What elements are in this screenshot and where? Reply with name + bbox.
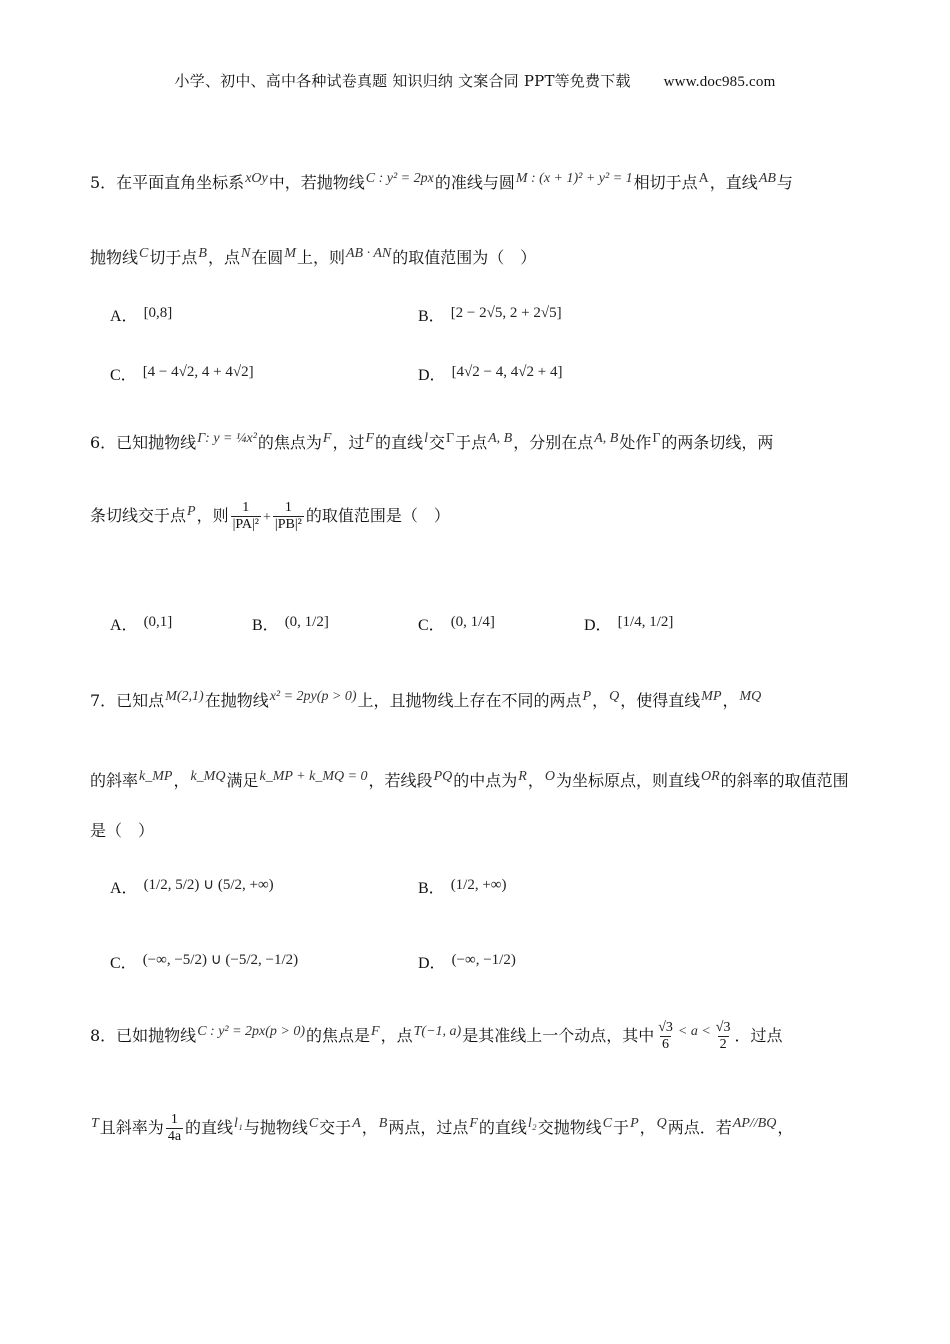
text: ．过点 xyxy=(734,1026,783,1045)
fraction-sqrt3-6 xyxy=(656,1020,675,1053)
q5-option-b[interactable] xyxy=(418,303,562,326)
option-value: [2 − 2√5, 2 + 2√5] xyxy=(450,305,562,321)
math: MQ xyxy=(739,689,762,704)
text: 两点．若 xyxy=(667,1118,732,1137)
math: A xyxy=(698,171,709,186)
q7-option-a[interactable] xyxy=(110,875,274,898)
text: 的直线 xyxy=(375,433,424,452)
text: 在圆 xyxy=(251,248,284,267)
plus-sign: + xyxy=(263,510,271,525)
q6-option-d[interactable] xyxy=(584,612,673,635)
text: 于点 xyxy=(455,433,488,452)
text: 的斜率的取值范围 xyxy=(720,771,849,790)
fraction-pa xyxy=(231,500,261,533)
option-label: D． xyxy=(418,367,446,384)
math: C xyxy=(602,1116,613,1131)
text: 条切线交于点 xyxy=(90,506,187,525)
text: 且斜率为 xyxy=(99,1118,164,1137)
option-value: (0,1] xyxy=(143,614,173,630)
text: 交于 xyxy=(319,1118,352,1137)
text: 的焦点为 xyxy=(257,433,322,452)
q6-option-b[interactable] xyxy=(252,612,329,635)
q7-option-b[interactable] xyxy=(418,875,507,898)
text: 的直线 xyxy=(478,1118,527,1137)
option-label: A． xyxy=(110,308,138,325)
math: T xyxy=(91,1116,99,1131)
q8-line1 xyxy=(90,1020,783,1053)
option-value: (−∞, −1/2) xyxy=(451,952,516,968)
text: ，点 xyxy=(207,248,240,267)
text: ， xyxy=(639,1118,656,1137)
math: l₁ xyxy=(234,1116,243,1131)
option-label: B． xyxy=(418,880,445,897)
fraction-pb xyxy=(273,500,304,533)
text: ， xyxy=(722,691,739,710)
text: ， xyxy=(361,1118,378,1137)
math: Γ xyxy=(652,431,661,446)
math: Q xyxy=(609,689,620,704)
text: 的直线 xyxy=(185,1118,234,1137)
q7-line1 xyxy=(90,688,762,711)
option-value: [1/4, 1/2] xyxy=(617,614,674,630)
math: Γ: y = ¼x² xyxy=(197,431,257,446)
math: R xyxy=(518,769,527,784)
q7-option-d[interactable] xyxy=(418,950,516,973)
math: OR xyxy=(700,769,720,784)
header-url[interactable]: www.doc985.com xyxy=(663,74,776,90)
math: MP xyxy=(701,689,722,704)
option-label: B． xyxy=(252,617,279,634)
text: 的中点为 xyxy=(453,771,518,790)
math: k_MQ xyxy=(190,769,226,784)
text: 上，则 xyxy=(296,248,345,267)
q6-option-c[interactable] xyxy=(418,612,495,635)
text: 于 xyxy=(613,1118,630,1137)
text: 切于点 xyxy=(149,248,198,267)
q5-option-a[interactable] xyxy=(110,303,172,326)
option-value: (−∞, −5/2) ∪ (−5/2, −1/2) xyxy=(142,952,299,968)
math: A xyxy=(352,1116,361,1131)
q6-line1 xyxy=(90,430,773,453)
text: ，过 xyxy=(332,433,365,452)
math: Q xyxy=(656,1116,667,1131)
fraction-slope xyxy=(166,1112,183,1145)
text: 交抛物线 xyxy=(537,1118,602,1137)
text: 的取值范围为（ ） xyxy=(392,248,537,267)
option-value: (1/2, 5/2) ∪ (5/2, +∞) xyxy=(143,877,274,893)
q7-line3 xyxy=(90,818,154,841)
text: 的焦点是 xyxy=(306,1026,371,1045)
math: P xyxy=(187,504,196,519)
math: O xyxy=(544,769,555,784)
math: AB xyxy=(758,171,776,186)
math: F xyxy=(469,1116,478,1131)
text: 6．已知抛物线 xyxy=(90,433,197,452)
text: ， xyxy=(173,771,190,790)
q6-line2 xyxy=(90,500,450,533)
math: B xyxy=(198,246,207,261)
option-label: C． xyxy=(110,955,137,972)
math: Γ xyxy=(445,431,455,446)
math: M : (x + 1)² + y² = 1 xyxy=(515,171,633,186)
math: B xyxy=(378,1116,388,1131)
math: T(−1, a) xyxy=(413,1024,462,1039)
math: C : y² = 2px xyxy=(365,171,434,186)
math: M xyxy=(284,246,296,261)
text: 满足 xyxy=(226,771,259,790)
text: 是（ ） xyxy=(90,821,155,840)
denominator: |PB|² xyxy=(274,517,302,532)
text: ， xyxy=(777,1118,794,1137)
math: AB · AN xyxy=(346,246,392,261)
option-value: [0,8] xyxy=(143,305,173,321)
text: 5．在平面直角坐标系 xyxy=(90,173,245,192)
math: F xyxy=(365,431,375,446)
text: 抛物线 xyxy=(90,248,139,267)
text: 中，若抛物线 xyxy=(268,173,365,192)
denominator: |PA|² xyxy=(232,517,260,532)
text: ， xyxy=(592,691,609,710)
numerator: √3 xyxy=(658,1020,673,1035)
math: C xyxy=(308,1116,319,1131)
text: 是其准线上一个动点，其中 xyxy=(462,1026,655,1045)
numerator: 1 xyxy=(242,500,250,515)
math: l₂ xyxy=(527,1116,537,1131)
text: 8．已如抛物线 xyxy=(90,1026,197,1045)
option-label: A． xyxy=(110,880,138,897)
denominator: 2 xyxy=(719,1037,727,1052)
text: ，直线 xyxy=(709,173,758,192)
math: AP//BQ xyxy=(732,1116,777,1131)
q5-line2 xyxy=(90,245,536,268)
math: PQ xyxy=(433,769,453,784)
text: ，若线段 xyxy=(368,771,433,790)
q6-option-a[interactable] xyxy=(110,612,172,635)
option-label: D． xyxy=(418,955,446,972)
text: 与 xyxy=(776,173,793,192)
math: A, B xyxy=(488,431,513,446)
denominator: 4a xyxy=(167,1129,182,1144)
text: 与抛物线 xyxy=(243,1118,308,1137)
q7-line2 xyxy=(90,768,849,791)
option-label: A． xyxy=(110,617,138,634)
text: 在抛物线 xyxy=(204,691,269,710)
option-value: [4√2 − 4, 4√2 + 4] xyxy=(451,364,563,380)
text: 的两条切线，两 xyxy=(661,433,774,452)
option-value: (0, 1/4] xyxy=(450,614,495,630)
numerator: √3 xyxy=(715,1020,731,1035)
fraction-sqrt3-2 xyxy=(714,1020,733,1053)
text: 的斜率 xyxy=(90,771,139,790)
math: k_MP xyxy=(139,769,173,784)
text: ，使得直线 xyxy=(620,691,701,710)
math: F xyxy=(322,431,332,446)
option-label: C． xyxy=(110,367,137,384)
option-value: (1/2, +∞) xyxy=(450,877,507,893)
math: N xyxy=(240,246,251,261)
q5-option-c[interactable] xyxy=(110,362,254,385)
option-value: (0, 1/2] xyxy=(284,614,329,630)
text: ，点 xyxy=(380,1026,413,1045)
option-value: [4 − 4√2, 4 + 4√2] xyxy=(142,364,254,380)
math: P xyxy=(582,689,592,704)
math: l xyxy=(424,431,428,446)
option-label: B． xyxy=(418,308,445,325)
text: 的准线与圆 xyxy=(434,173,515,192)
math: x² = 2py(p > 0) xyxy=(269,689,357,704)
numerator: 1 xyxy=(284,500,292,515)
text: ，分别在点 xyxy=(513,433,594,452)
text: 处作 xyxy=(619,433,652,452)
math: < a < xyxy=(677,1024,711,1039)
q5-option-d[interactable] xyxy=(418,362,562,385)
math: A, B xyxy=(594,431,619,446)
text: 7．已知点 xyxy=(90,691,165,710)
q8-line2 xyxy=(90,1112,793,1145)
denominator: 6 xyxy=(662,1037,670,1052)
math: P xyxy=(630,1116,639,1131)
text: 上，且抛物线上存在不同的两点 xyxy=(357,691,582,710)
page-header xyxy=(0,70,950,91)
math: F xyxy=(371,1024,380,1039)
math: xOy xyxy=(245,171,268,186)
math: C : y² = 2px(p > 0) xyxy=(197,1024,306,1039)
header-text: 小学、初中、高中各种试卷真题 知识归纳 文案合同 PPT等免费下载 xyxy=(174,72,631,90)
text: 的取值范围是（ ） xyxy=(305,506,450,525)
numerator: 1 xyxy=(170,1112,178,1127)
option-label: D． xyxy=(584,617,612,634)
math: k_MP + k_MQ = 0 xyxy=(259,769,368,784)
text: 两点，过点 xyxy=(388,1118,469,1137)
text: 相切于点 xyxy=(633,173,698,192)
text: 交 xyxy=(428,433,445,452)
math: M(2,1) xyxy=(165,689,204,704)
q7-option-c[interactable] xyxy=(110,950,298,973)
q5-line1 xyxy=(90,170,793,193)
option-label: C． xyxy=(418,617,445,634)
math: C xyxy=(139,246,149,261)
text: ，则 xyxy=(196,506,229,525)
text: 为坐标原点，则直线 xyxy=(555,771,700,790)
text: ， xyxy=(527,771,544,790)
